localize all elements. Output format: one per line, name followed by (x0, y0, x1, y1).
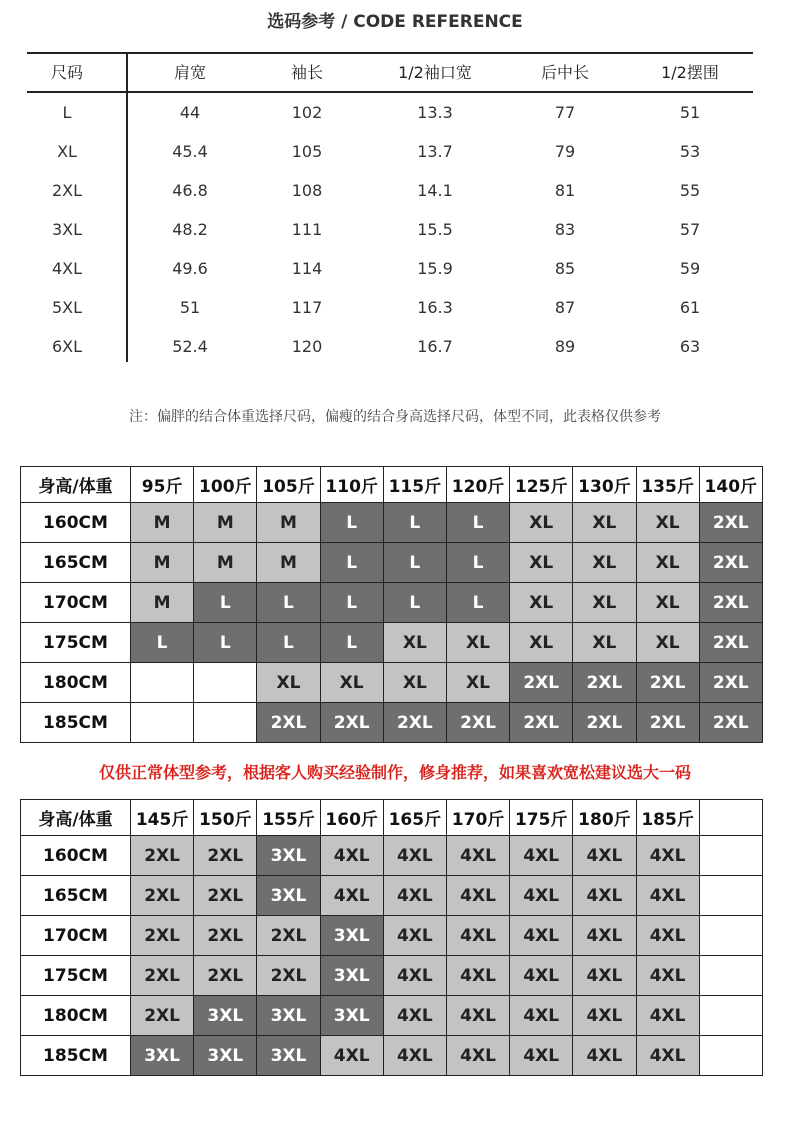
grid-header-row (21, 467, 763, 503)
size-cell: XL (573, 503, 636, 543)
reference-cell-shoulder: 44 (179, 103, 201, 122)
size-cell: L (383, 583, 446, 623)
size-cell: L (446, 583, 509, 623)
reference-cell-shoulder: 51 (179, 298, 201, 317)
size-cell: XL (636, 543, 699, 583)
reference-cell-back-length: 83 (554, 220, 576, 239)
reference-cell-hem: 63 (679, 337, 701, 356)
reference-cell-back-length: 85 (554, 259, 576, 278)
weight-header: 95斤 (131, 467, 194, 503)
grid-row (21, 543, 763, 583)
reference-cell-sleeve: 114 (291, 259, 323, 278)
size-cell: 4XL (383, 916, 446, 956)
size-cell: 2XL (257, 916, 320, 956)
weight-header: 105斤 (257, 467, 320, 503)
weight-header: 125斤 (510, 467, 573, 503)
size-cell: 4XL (573, 1036, 636, 1076)
size-cell (699, 996, 762, 1036)
size-cell: 2XL (636, 703, 699, 743)
size-cell: 4XL (383, 836, 446, 876)
grid-header-row (21, 800, 763, 836)
size-cell: 4XL (636, 836, 699, 876)
size-cell: 4XL (510, 836, 573, 876)
size-cell: 4XL (446, 916, 509, 956)
weight-header (699, 800, 762, 836)
reference-cell-size: 2XL (51, 181, 83, 200)
size-cell: XL (510, 623, 573, 663)
size-cell: 2XL (446, 703, 509, 743)
grid-row (21, 996, 763, 1036)
size-cell: L (131, 623, 194, 663)
size-cell: 4XL (320, 836, 383, 876)
height-label: 170CM (21, 583, 131, 623)
header-hem: 1/2摆围 (661, 63, 719, 82)
reference-cell-hem: 59 (679, 259, 701, 278)
reference-cell-size: L (62, 103, 72, 122)
header-shoulder: 肩宽 (173, 63, 206, 82)
size-cell: L (257, 583, 320, 623)
size-cell: 4XL (320, 1036, 383, 1076)
size-cell: XL (320, 663, 383, 703)
reference-cell-shoulder: 49.6 (172, 259, 208, 278)
reference-cell-size: 4XL (51, 259, 83, 278)
size-cell: L (257, 623, 320, 663)
size-cell (699, 1036, 762, 1076)
weight-header: 120斤 (446, 467, 509, 503)
reference-row (0, 332, 790, 362)
size-cell: 4XL (446, 836, 509, 876)
reference-cell-back-length: 89 (554, 337, 576, 356)
reference-cell-cuff: 13.3 (417, 103, 453, 122)
reference-row (0, 137, 790, 167)
reference-row (0, 293, 790, 323)
reference-cell-sleeve: 108 (291, 181, 323, 200)
size-cell (699, 876, 762, 916)
size-cell: 2XL (131, 876, 194, 916)
reference-cell-sleeve: 102 (291, 103, 323, 122)
reference-cell-sleeve: 117 (291, 298, 323, 317)
height-label: 170CM (21, 916, 131, 956)
header-sleeve: 袖长 (290, 63, 323, 82)
height-label: 180CM (21, 663, 131, 703)
weight-header: 175斤 (510, 800, 573, 836)
size-cell: 4XL (510, 876, 573, 916)
grid-row (21, 623, 763, 663)
size-cell: 2XL (194, 836, 257, 876)
size-cell: 2XL (573, 663, 636, 703)
size-cell: 4XL (446, 996, 509, 1036)
size-cell (699, 916, 762, 956)
reference-row (0, 98, 790, 128)
size-cell: 4XL (510, 996, 573, 1036)
height-label: 185CM (21, 1036, 131, 1076)
reference-cell-back-length: 81 (554, 181, 576, 200)
size-cell: XL (446, 663, 509, 703)
reference-cell-hem: 53 (679, 142, 701, 161)
size-cell: 2XL (194, 876, 257, 916)
size-cell: 4XL (573, 956, 636, 996)
size-cell: 4XL (510, 916, 573, 956)
size-cell: 2XL (131, 836, 194, 876)
size-cell (194, 703, 257, 743)
weight-header: 130斤 (573, 467, 636, 503)
size-cell: M (194, 543, 257, 583)
size-cell: L (446, 503, 509, 543)
reference-cell-sleeve: 120 (291, 337, 323, 356)
size-cell: 2XL (699, 623, 762, 663)
reference-cell-cuff: 16.3 (417, 298, 453, 317)
weight-header: 145斤 (131, 800, 194, 836)
size-cell: 3XL (131, 1036, 194, 1076)
reference-cell-hem: 57 (679, 220, 701, 239)
size-cell: 4XL (510, 956, 573, 996)
size-cell: 4XL (636, 876, 699, 916)
reference-cell-back-length: 87 (554, 298, 576, 317)
reference-cell-size: 5XL (51, 298, 83, 317)
size-cell: 4XL (383, 956, 446, 996)
weight-header: 160斤 (320, 800, 383, 836)
size-cell: 4XL (510, 1036, 573, 1076)
reference-cell-hem: 61 (679, 298, 701, 317)
size-cell: 3XL (257, 996, 320, 1036)
grid-row (21, 583, 763, 623)
size-cell: 4XL (636, 996, 699, 1036)
size-cell: XL (573, 623, 636, 663)
size-cell: 3XL (320, 956, 383, 996)
size-cell: XL (510, 503, 573, 543)
size-cell: 4XL (446, 956, 509, 996)
size-cell: 2XL (131, 916, 194, 956)
size-cell: XL (257, 663, 320, 703)
height-label: 165CM (21, 876, 131, 916)
size-cell: L (383, 503, 446, 543)
size-cell: L (320, 623, 383, 663)
size-cell: M (131, 503, 194, 543)
size-cell (194, 663, 257, 703)
grid-row (21, 876, 763, 916)
size-cell: 2XL (257, 703, 320, 743)
size-cell: 2XL (699, 663, 762, 703)
size-cell: 4XL (383, 876, 446, 916)
reference-cell-cuff: 14.1 (417, 181, 453, 200)
header-cuff: 1/2袖口宽 (398, 63, 472, 82)
size-cell: XL (446, 623, 509, 663)
size-cell: 3XL (320, 996, 383, 1036)
size-cell: 2XL (131, 956, 194, 996)
size-cell: L (320, 503, 383, 543)
weight-header: 140斤 (699, 467, 762, 503)
reference-cell-size: 3XL (51, 220, 83, 239)
size-cell: 2XL (636, 663, 699, 703)
size-cell: L (446, 543, 509, 583)
height-label: 185CM (21, 703, 131, 743)
table-header-rule (27, 91, 753, 93)
weight-header: 110斤 (320, 467, 383, 503)
reference-cell-sleeve: 105 (291, 142, 323, 161)
grid-row (21, 956, 763, 996)
weight-header: 180斤 (573, 800, 636, 836)
size-cell: 2XL (699, 583, 762, 623)
reference-cell-size: XL (57, 142, 77, 161)
reference-cell-shoulder: 46.8 (172, 181, 208, 200)
reference-cell-back-length: 77 (554, 103, 576, 122)
size-cell: 3XL (194, 996, 257, 1036)
reference-cell-back-length: 79 (554, 142, 576, 161)
size-cell: L (194, 583, 257, 623)
weight-header: 135斤 (636, 467, 699, 503)
reference-cell-cuff: 16.7 (417, 337, 453, 356)
weight-header: 115斤 (383, 467, 446, 503)
height-label: 175CM (21, 956, 131, 996)
reference-cell-sleeve: 111 (291, 220, 323, 239)
height-label: 175CM (21, 623, 131, 663)
weight-header: 185斤 (636, 800, 699, 836)
size-cell: L (383, 543, 446, 583)
height-label: 160CM (21, 503, 131, 543)
reference-row (0, 215, 790, 245)
size-cell (131, 663, 194, 703)
size-cell: 3XL (257, 1036, 320, 1076)
grid-corner-label: 身高/体重 (21, 467, 131, 503)
size-cell: 2XL (383, 703, 446, 743)
grid-row (21, 1036, 763, 1076)
reference-cell-cuff: 15.9 (417, 259, 453, 278)
size-cell: 4XL (446, 1036, 509, 1076)
size-cell: 4XL (636, 1036, 699, 1076)
size-cell: 4XL (383, 996, 446, 1036)
height-label: 160CM (21, 836, 131, 876)
size-cell: 2XL (699, 703, 762, 743)
size-grid-2 (20, 799, 763, 1076)
grid-row (21, 916, 763, 956)
reference-cell-cuff: 13.7 (417, 142, 453, 161)
size-cell: L (320, 543, 383, 583)
size-cell: 4XL (636, 956, 699, 996)
size-cell: 2XL (699, 503, 762, 543)
size-cell (699, 836, 762, 876)
size-cell: M (257, 543, 320, 583)
page-title: 选码参考 / CODE REFERENCE (267, 12, 523, 32)
grid-row (21, 703, 763, 743)
reference-cell-shoulder: 45.4 (172, 142, 208, 161)
reference-cell-hem: 55 (679, 181, 701, 200)
size-cell: 4XL (446, 876, 509, 916)
reference-cell-hem: 51 (679, 103, 701, 122)
size-cell: XL (510, 583, 573, 623)
weight-header: 170斤 (446, 800, 509, 836)
red-advice-note: 仅供正常体型参考，根据客人购买经验制作，修身推荐，如果喜欢宽松建议选大一码 (98, 763, 691, 782)
reference-cell-size: 6XL (51, 337, 83, 356)
size-cell: 2XL (194, 916, 257, 956)
size-cell: 4XL (383, 1036, 446, 1076)
header-size: 尺码 (50, 63, 83, 82)
size-cell: XL (636, 583, 699, 623)
reference-table-header (0, 58, 790, 88)
size-cell: 4XL (573, 996, 636, 1036)
size-cell: 4XL (573, 836, 636, 876)
size-cell: M (194, 503, 257, 543)
weight-header: 165斤 (383, 800, 446, 836)
size-cell: M (131, 583, 194, 623)
size-grid-1 (20, 466, 763, 743)
size-cell: XL (573, 583, 636, 623)
size-cell: 2XL (699, 543, 762, 583)
size-cell: 2XL (573, 703, 636, 743)
size-note: 注：偏胖的结合体重选择尺码，偏瘦的结合身高选择尺码，体型不同，此表格仅供参考 (129, 409, 661, 425)
grid-row (21, 503, 763, 543)
size-cell: 4XL (573, 876, 636, 916)
reference-cell-shoulder: 52.4 (172, 337, 208, 356)
size-cell: L (320, 583, 383, 623)
size-cell (699, 956, 762, 996)
size-cell: XL (510, 543, 573, 583)
size-cell: 2XL (510, 663, 573, 703)
size-cell: XL (573, 543, 636, 583)
size-cell: M (131, 543, 194, 583)
size-cell: 3XL (257, 876, 320, 916)
size-cell: XL (383, 663, 446, 703)
height-label: 165CM (21, 543, 131, 583)
reference-row (0, 254, 790, 284)
size-cell: 2XL (320, 703, 383, 743)
size-cell: 2XL (257, 956, 320, 996)
grid-row (21, 663, 763, 703)
size-cell: 4XL (636, 916, 699, 956)
weight-header: 150斤 (194, 800, 257, 836)
reference-cell-cuff: 15.5 (417, 220, 453, 239)
grid-row (21, 836, 763, 876)
header-back-length: 后中长 (540, 63, 589, 82)
size-cell: XL (636, 623, 699, 663)
grid-corner-label: 身高/体重 (21, 800, 131, 836)
size-cell: XL (636, 503, 699, 543)
size-cell: 2XL (131, 996, 194, 1036)
weight-header: 155斤 (257, 800, 320, 836)
size-cell: 2XL (194, 956, 257, 996)
table-top-rule (27, 52, 753, 54)
size-cell (131, 703, 194, 743)
size-cell: 2XL (510, 703, 573, 743)
size-cell: M (257, 503, 320, 543)
size-cell: 4XL (573, 916, 636, 956)
size-cell: 4XL (320, 876, 383, 916)
size-cell: 3XL (257, 836, 320, 876)
weight-header: 100斤 (194, 467, 257, 503)
size-cell: 3XL (320, 916, 383, 956)
size-cell: XL (383, 623, 446, 663)
reference-cell-shoulder: 48.2 (172, 220, 208, 239)
size-cell: 3XL (194, 1036, 257, 1076)
size-cell: L (194, 623, 257, 663)
reference-row (0, 176, 790, 206)
height-label: 180CM (21, 996, 131, 1036)
